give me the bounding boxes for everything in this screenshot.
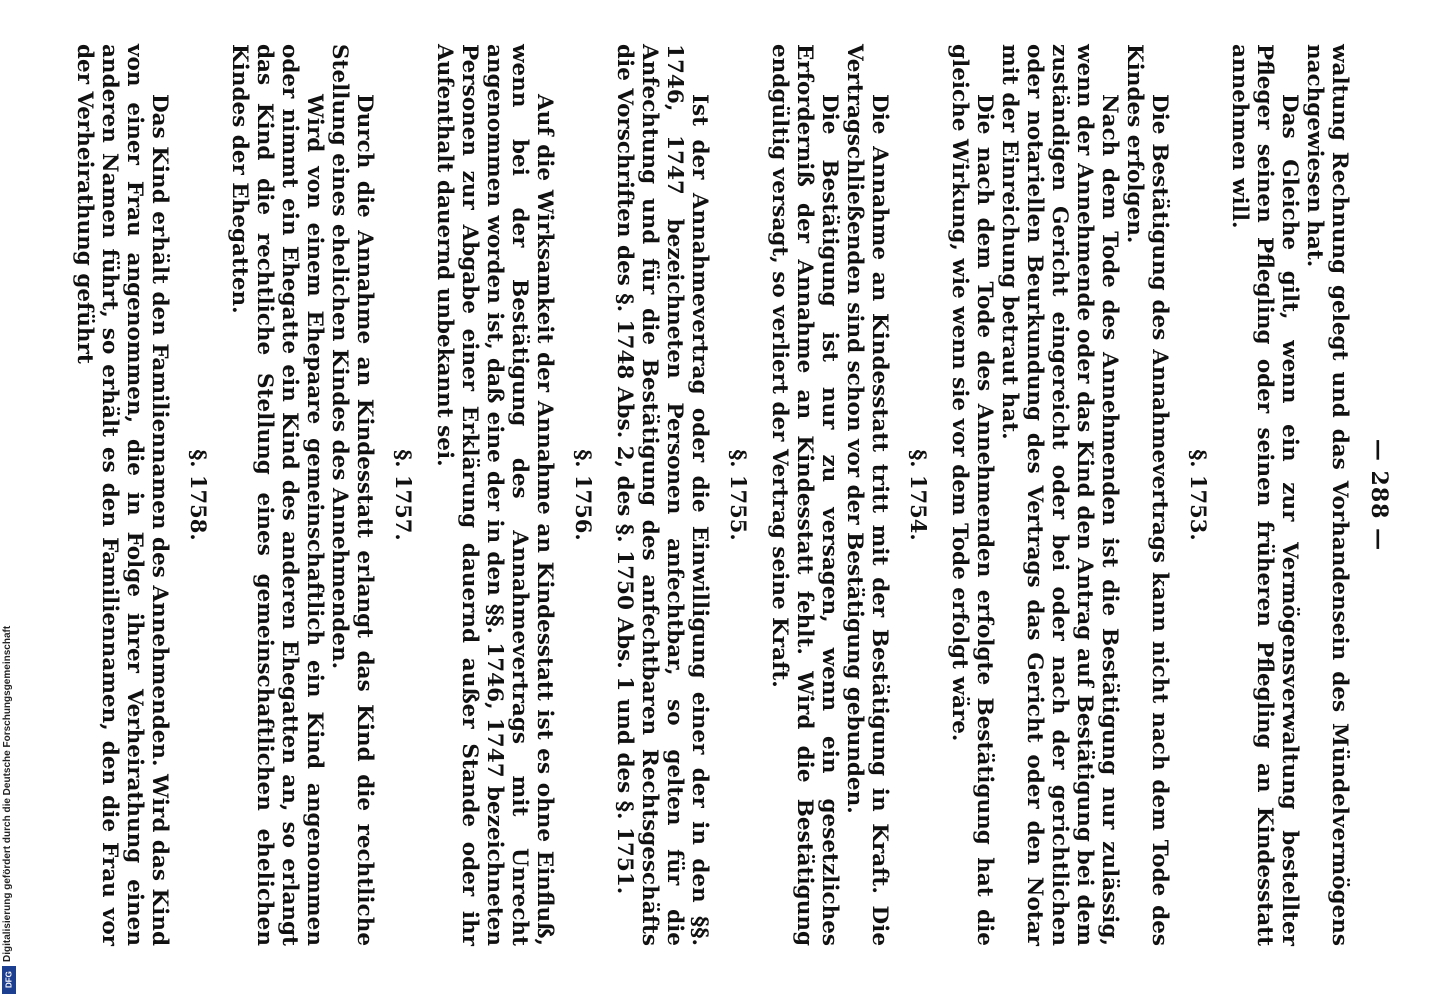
paragraph: Durch die Annahme an Kindesstatt erlangt das Kind die rechtliche Stellung eines ehelichen Kindes des Annehmenden.	[327, 44, 377, 946]
paragraph: Die Annahme an Kindesstatt tritt mit der Bestätigung in Kraft. Die Vertragschließenden sind schon vor der Bestätigung gebunden.	[842, 44, 892, 946]
page-body	[72, 44, 1352, 946]
section-heading: §. 1755.	[726, 449, 751, 541]
paragraph: Die Bestätigung ist nur zu versagen, wenn ein gesetzliches Erforderniß der Annahme an Kindesstatt fehlt. Wird die Bestätigung endgültig versagt, so verliert der Vertrag seine Kraft.	[767, 44, 842, 946]
paragraph: Wird von einem Ehepaare gemeinschaftlich ein Kind angenommen oder nimmt ein Ehegatte ein Kind des anderen Ehegatten an, so erlangt das Kind die rechtliche Stellung eines gemeinschaftlichen ehelichen Kindes der Ehegatten.	[227, 44, 327, 946]
page-content	[72, 40, 1392, 950]
section-heading: §. 1757.	[391, 449, 416, 541]
dfg-logo: DFG	[2, 966, 16, 994]
paragraph: Auf die Wirksamkeit der Annahme an Kindesstatt ist es ohne Einfluß, wenn bei der Bestätigung des Annahmevertrags mit Unrecht angenommen worden ist, daß eine der in den §§. 1746, 1747 bezeichneten Personen zur Abgabe einer Erklärung dauernd außer Stande oder ihr Aufenthalt dauernd unbekannt sei.	[432, 44, 557, 946]
paragraph: Ist der Annahmevertrag oder die Einwilligung einer der in den §§. 1746, 1747 bezeichneten Personen anfechtbar, so gelten für die Anfechtung und für die Bestätigung des anfechtbaren Rechtsgeschäfts die Vorschriften des §. 1748 Abs. 2, des §. 1750 Abs. 1 und des §. 1751.	[612, 44, 712, 946]
digitization-footer	[0, 0, 20, 1000]
section-heading: §. 1753.	[1186, 449, 1211, 541]
paragraph: waltung Rechnung gelegt und das Vorhandensein des Mündelvermögens nachgewiesen hat.	[1302, 44, 1352, 946]
funding-credit: Digitalisierung gefördert durch die Deutsche Forschungsgemeinschaft	[2, 625, 13, 962]
section-heading: §. 1756.	[571, 449, 596, 541]
paragraph: Nach dem Tode des Annehmenden ist die Bestätigung nur zulässig, wenn der Annehmende oder das Kind den Antrag auf Bestätigung bei dem zuständigen Gericht eingereicht oder bei oder nach der gerichtlichen oder notariellen Beurkundung des Vertrags das Gericht oder den Notar mit der Einreichung betraut hat.	[997, 44, 1122, 946]
page-number: — 288 —	[1366, 438, 1392, 552]
section-heading: §. 1754.	[906, 449, 931, 541]
paragraph: Die nach dem Tode des Annehmenden erfolgte Bestätigung hat die gleiche Wirkung, wie wenn sie vor dem Tode erfolgt wäre.	[947, 44, 997, 946]
section-heading: §. 1758.	[186, 449, 211, 541]
paragraph: Das Gleiche gilt, wenn ein zur Vermögensverwaltung bestellter Pfleger seinen Pflegling oder seinen früheren Pflegling an Kindesstatt annehmen will.	[1227, 44, 1302, 946]
paragraph: Das Kind erhält den Familiennamen des Annehmenden. Wird das Kind von einer Frau angenommen, die in Folge ihrer Verheirathung einen anderen Namen führt, so erhält es den Familiennamen, den die Frau vor der Verheirathung geführt	[72, 44, 172, 946]
paragraph: Die Bestätigung des Annahmevertrags kann nicht nach dem Tode des Kindes erfolgen.	[1122, 44, 1172, 946]
